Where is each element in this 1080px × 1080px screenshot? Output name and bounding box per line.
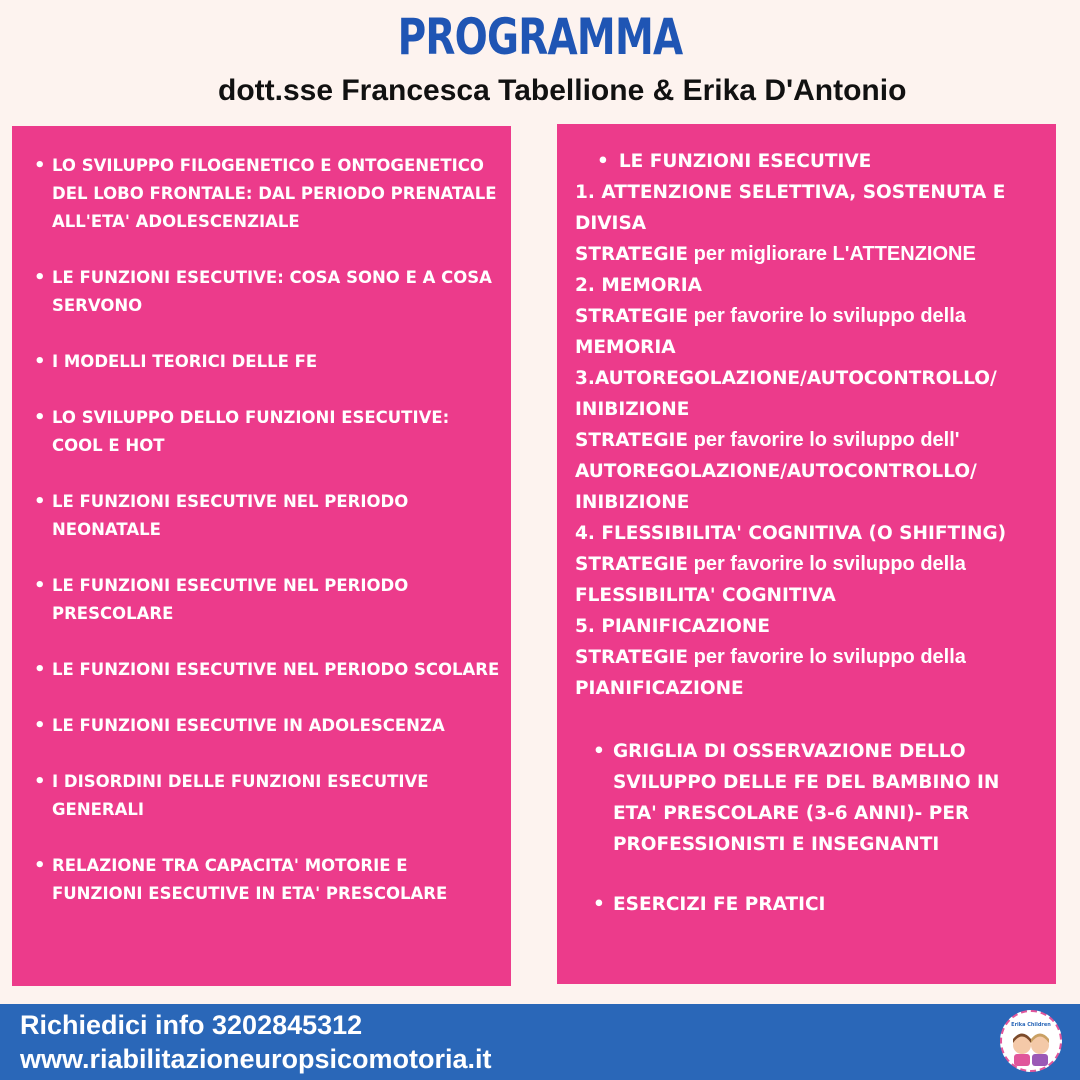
function-selfregulation-cont: INIBIZIONE [575,399,690,420]
strategy-text: per favorire lo sviluppo dell' [688,429,960,451]
strategy-word: STRATEGIE [575,430,689,451]
program-right-panel [557,124,1056,984]
strategy-flexibility [575,549,1050,580]
strategy-memory [575,301,1050,332]
list-item: • LE FUNZIONI ESECUTIVE: COSA SONO E A COSA SERVONO [34,264,501,320]
function-selfregulation: 3.AUTOREGOLAZIONE/AUTOCONTROLLO/ [575,368,997,389]
strategy-text: per favorire lo sviluppo della [688,646,966,668]
strategy-word: STRATEGIE [575,554,689,575]
list-item: • ESERCIZI FE PRATICI [593,889,1046,920]
function-attention: 1. ATTENZIONE SELETTIVA, SOSTENUTA E [575,182,1006,203]
logo-illustration [1002,1012,1060,1070]
function-flexibility: 4. FLESSIBILITA' COGNITIVA (O SHIFTING) [575,523,1007,544]
strategy-word: STRATEGIE [575,244,689,265]
strategy-text: per favorire lo sviluppo della [688,305,966,327]
contact-phone[interactable]: Richiedici info 3202845312 [20,1010,363,1040]
list-item: • LE FUNZIONI ESECUTIVE NEL PERIODO SCOLARE [34,656,501,684]
strategy-word: STRATEGIE [575,647,689,668]
topics-list [34,152,501,908]
list-item: • LO SVILUPPO FILOGENETICO E ONTOGENETICO DEL LOBO FRONTALE: DAL PERIODO PRENATALE ALL'ETA' ADOLESCENZIALE [34,152,501,236]
strategy-word: STRATEGIE [575,306,689,327]
strategy-selfregulation [575,425,1050,456]
extras-list [593,736,1046,949]
authors-subtitle: dott.sse Francesca Tabellione & Erika D'Antonio [218,74,907,107]
list-item: • LE FUNZIONI ESECUTIVE NEL PERIODO PRESCOLARE [34,572,501,628]
list-item: • LO SVILUPPO DELLO FUNZIONI ESECUTIVE: COOL E HOT [34,404,501,460]
function-attention-cont: DIVISA [575,213,647,234]
brand-logo [1000,1010,1062,1072]
function-memory: 2. MEMORIA [575,275,702,296]
strategy-memory-target: MEMORIA [575,337,676,358]
executive-functions-section [575,146,1050,704]
svg-text:Erika Children: Erika Children [1011,1022,1051,1028]
website-link[interactable]: www.riabilitazioneuropsicomotoria.it [20,1044,492,1074]
strategy-text: per favorire lo sviluppo della [688,553,966,575]
program-left-panel [12,126,511,986]
strategy-planning [575,642,1050,673]
list-item: • I MODELLI TEORICI DELLE FE [34,348,501,376]
contact-footer [0,1004,1080,1080]
page-title: PROGRAMMA [397,8,683,66]
strategy-flexibility-target: FLESSIBILITA' COGNITIVA [575,585,836,606]
strategy-selfregulation-target: AUTOREGOLAZIONE/AUTOCONTROLLO/ [575,461,977,482]
strategy-attention [575,239,1050,270]
strategy-selfregulation-target-cont: INIBIZIONE [575,492,690,513]
function-planning: 5. PIANIFICAZIONE [575,616,771,637]
list-item: • I DISORDINI DELLE FUNZIONI ESECUTIVE GENERALI [34,768,501,824]
strategy-text: per migliorare L'ATTENZIONE [688,243,976,265]
list-item: • LE FUNZIONI ESECUTIVE NEL PERIODO NEONATALE [34,488,501,544]
strategy-planning-target: PIANIFICAZIONE [575,678,744,699]
section-heading: • LE FUNZIONI ESECUTIVE [575,146,1050,177]
list-item: • GRIGLIA DI OSSERVAZIONE DELLO SVILUPPO DELLE FE DEL BAMBINO IN ETA' PRESCOLARE (3-6 ANNI)- PER PROFESSIONISTI E INSEGNANTI [593,736,1046,860]
list-item: • LE FUNZIONI ESECUTIVE IN ADOLESCENZA [34,712,501,740]
list-item: • RELAZIONE TRA CAPACITA' MOTORIE E FUNZIONI ESECUTIVE IN ETA' PRESCOLARE [34,852,501,908]
